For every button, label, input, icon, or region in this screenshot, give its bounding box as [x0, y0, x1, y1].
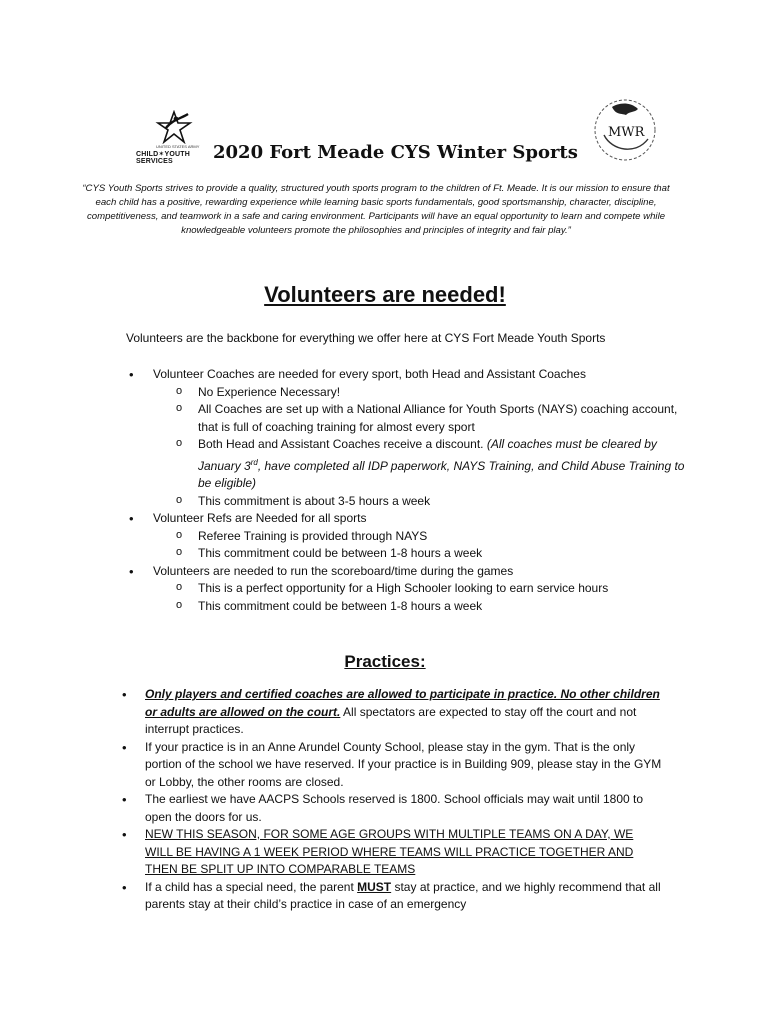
list-item: • Only players and certified coaches are allowed to participate in practice. No other children or adults are allowed on the court. All spectators are expected to stay off the court and not interrupt practices. [122, 686, 662, 739]
page-title: 2020 Fort Meade CYS Winter Sports [213, 142, 578, 163]
mwr-logo-text: MWR [608, 125, 645, 140]
volunteers-intro: Volunteers are the backbone for everything we offer here at CYS Fort Meade Youth Sports [126, 331, 606, 345]
cys-logo [134, 110, 216, 165]
list-item: o This commitment is about 3-5 hours a week [128, 493, 688, 511]
star-icon [154, 110, 194, 144]
list-item: • If your practice is in an Anne Arundel County School, please stay in the gym. That is the only portion of the school we have reserved. If your practice is in Building 909, please stay in the GYM or Lobby, the other rooms are closed. [122, 739, 662, 792]
list-item: • If a child has a special need, the parent MUST stay at practice, and we highly recommend that all parents stay at their child’s practice in case of an emergency [122, 879, 662, 914]
list-item: o No Experience Necessary! [128, 384, 688, 402]
mwr-logo [590, 95, 660, 165]
list-item: o Referee Training is provided through NAYS [128, 528, 688, 546]
mission-statement: “CYS Youth Sports strives to provide a quality, structured youth sports program to the children of Ft. Meade. It is our mission to ensure that each child has a positive, rewarding experience while learning basic sports fundamentals, good sportsmanship, character, discipline, competitiveness, and teamwork in a safe and caring environment. Participants will have an equal opportunity to learn and compete while knowledgeable volunteers promote the philosophies and principles of integrity and fair play.” [82, 183, 670, 236]
practices-heading: Practices: [344, 652, 426, 671]
list-item: o This commitment could be between 1-8 hours a week [128, 598, 688, 616]
list-item: o All Coaches are set up with a National Alliance for Youth Sports (NAYS) coaching account, that is full of coaching training for almost every sport [128, 401, 688, 436]
list-item: • Volunteer Refs are Needed for all sports [128, 510, 688, 528]
logo-line-1: UNITED STATES ARMY [156, 144, 200, 149]
volunteers-list [128, 366, 688, 615]
logo-line-2: CHILD✶YOUTH SERVICES [136, 151, 190, 165]
list-item: • The earliest we have AACPS Schools reserved is 1800. School officials may wait until 1800 to open the doors for us. [122, 791, 662, 826]
list-item: • NEW THIS SEASON, FOR SOME AGE GROUPS WITH MULTIPLE TEAMS ON A DAY, WE WILL BE HAVING A 1 WEEK PERIOD WHERE TEAMS WILL PRACTICE TOGETHER AND THEN BE SPLIT UP INTO COMPARABLE TEAMS [122, 826, 662, 879]
list-item: • Volunteers are needed to run the scoreboard/time during the games [128, 563, 688, 581]
list-item: o This is a perfect opportunity for a High Schooler looking to earn service hours [128, 580, 688, 598]
list-item: o Both Head and Assistant Coaches receive a discount. (All coaches must be cleared by January 3rd, have completed all IDP paperwork, NAYS Training, and Child Abuse Training to be eligible) [128, 436, 688, 493]
list-item: o This commitment could be between 1-8 hours a week [128, 545, 688, 563]
list-item: • Volunteer Coaches are needed for every sport, both Head and Assistant Coaches [128, 366, 688, 384]
volunteers-heading: Volunteers are needed! [264, 282, 506, 307]
practices-list [122, 686, 662, 914]
